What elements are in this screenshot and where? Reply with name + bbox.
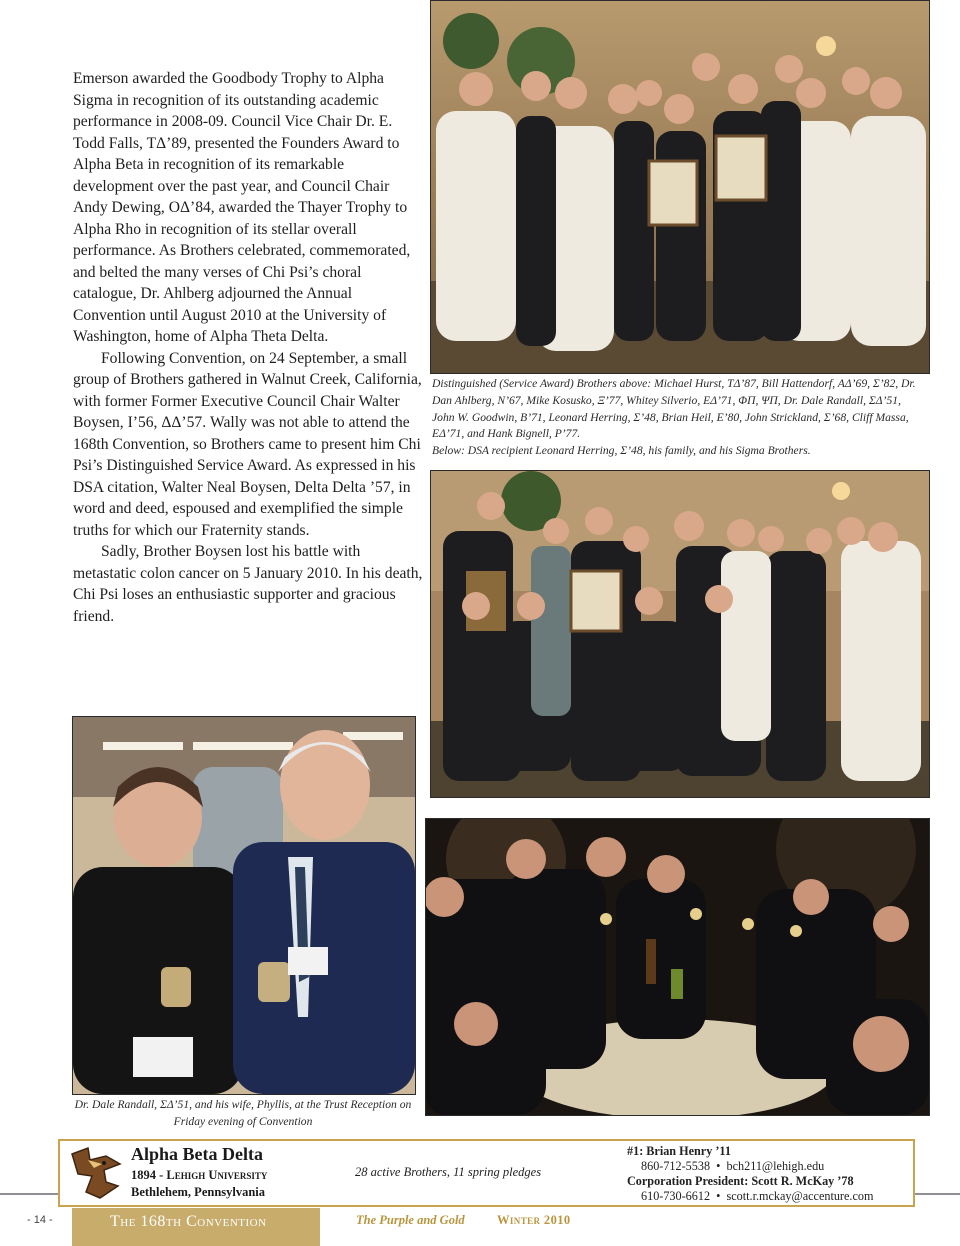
dsa-photo-caption (432, 376, 924, 460)
article-body (73, 68, 423, 627)
contact-2-details: 610-730-6612 • scott.r.mckay@accenture.com (641, 1189, 874, 1203)
article-paragraph-3: Sadly, Brother Boysen lost his battle with metastatic colon cancer on 5 January 2010. In his death, Chi Psi loses an enthusiastic supporter and gracious friend. (73, 543, 423, 625)
dsa-caption-text: Distinguished (Service Award) Brothers above: Michael Hurst, TΔ’87, Bill Hattendorf, AΔ’69, Σ’82, Dr. Dan Ahlberg, N’67, Mike Kosusko, Ξ’77, Whitey Silverio, EΔ’71, ΦΠ, ΨΠ, Dr. Dale Randall, ΣΔ’51, John W. Goodwin, B’71, Leonard Herring, Σ’48, Brian Heil, E’80, John Strickland, Σ’68, Cliff Massa, EΔ’71, and Hank Bignell, P’77. (432, 377, 916, 441)
herring-caption-text: Below: DSA recipient Leonard Herring, Σ’48, his family, and his Sigma Brothers. (432, 444, 811, 458)
section-title: The 168th Convention (110, 1213, 267, 1230)
chapter-location: Bethlehem, Pennsylvania (131, 1185, 266, 1199)
contact-1-details: 860-712-5538 • bch211@lehigh.edu (641, 1159, 825, 1173)
contact-2-label: Corporation President: Scott R. McKay ’78 (627, 1174, 854, 1188)
randall-photo-caption (72, 1097, 414, 1131)
contact-1-label: #1: Brian Henry ’11 (627, 1144, 731, 1158)
chapter-founded: 1894 - Lehigh University (131, 1168, 268, 1182)
banquet-toast-photo (425, 818, 930, 1116)
issue-label: Winter 2010 (497, 1213, 571, 1227)
randall-caption-text: Dr. Dale Randall, ΣΔ’51, and his wife, Phyllis, at the Trust Reception on Friday evening of Convention (74, 1098, 412, 1128)
article-paragraph-2: Following Convention, on 24 September, a small group of Brothers gathered in Walnut Creek, California, with former Former Executive Council Chair Walter Boysen, I’56, ΔΔ’57. Wally was not able to attend the 168th Convention, so Brothers came to present him Chi Psi’s Distinguished Service Award. As expressed in his DSA citation, Walter Neal Boysen, Delta Delta ’57, in word and deed, espoused and exemplified the simple truths for which our Fraternity stands. (73, 349, 422, 539)
herring-family-photo (430, 470, 930, 798)
article-paragraph-1: Emerson awarded the Goodbody Trophy to Alpha Sigma in recognition of its outstanding academic performance in 2008-09. Council Vice Chair Dr. E. Todd Falls, TΔ’89, presented the Founders Award to Alpha Beta in recognition of its remarkable development over the past year, and Council Chair Andy Dewing, OΔ’84, awarded the Thayer Trophy to Alpha Rho in recognition of its stellar overall performance. As Brothers celebrated, commemorated, and belted the many verses of Chi Psi’s choral catalogue, Dr. Ahlberg adjourned the Annual Convention until August 2010 at the University of Washington, home of Alpha Theta Delta. (73, 70, 411, 345)
dsa-brothers-photo (430, 0, 930, 374)
chapter-name: Alpha Beta Delta (131, 1144, 263, 1164)
page-number: - 14 - (27, 1214, 53, 1226)
randall-couple-photo (72, 716, 416, 1095)
magazine-title: The Purple and Gold (356, 1213, 465, 1227)
chapter-membership: 28 active Brothers, 11 spring pledges (355, 1165, 542, 1179)
lehigh-mountain-hawk-logo-icon (66, 1146, 124, 1200)
